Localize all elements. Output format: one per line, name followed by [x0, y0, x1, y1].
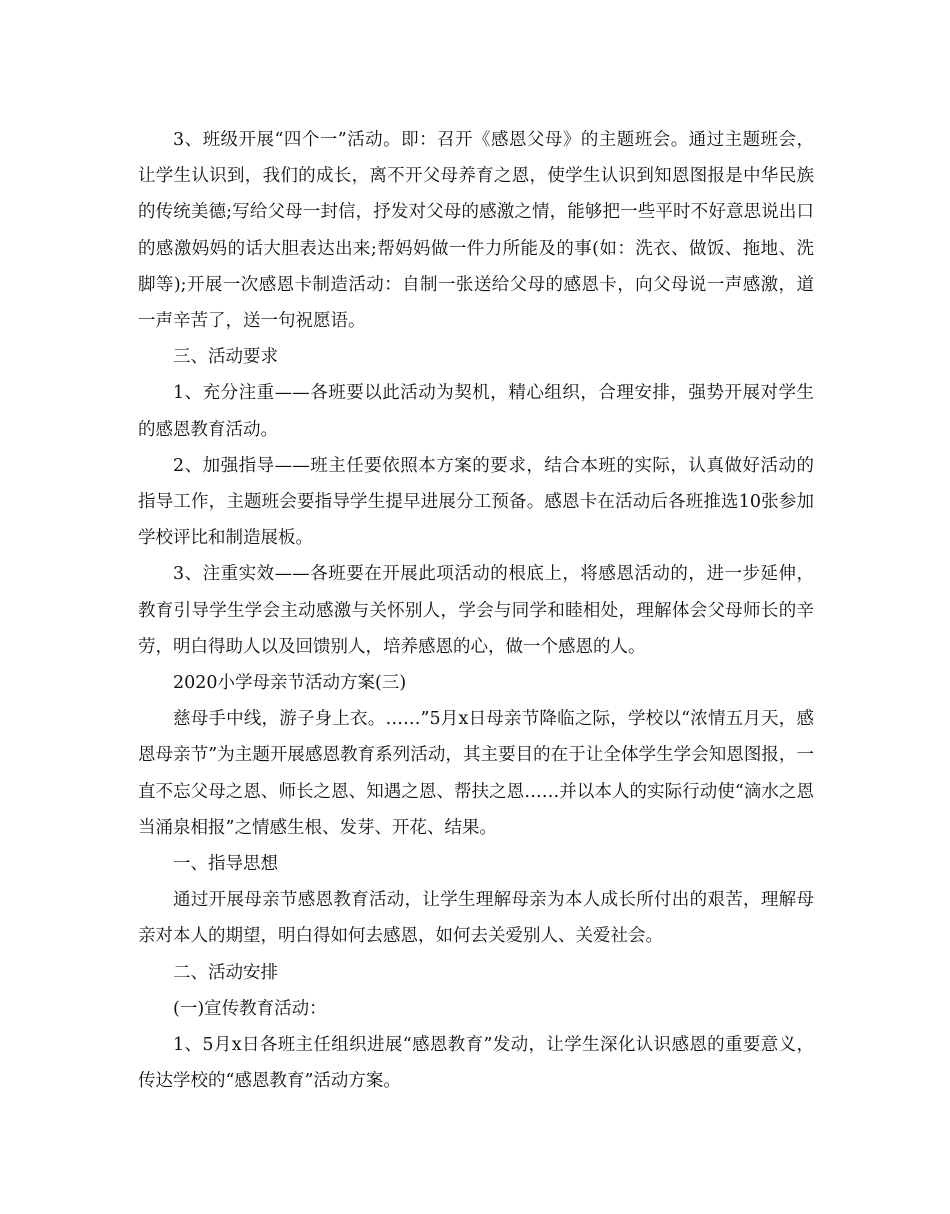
- paragraph-requirement-1: 1、充分注重——各班要以此活动为契机，精心组织，合理安排，强势开展对学生的感恩教育活动。: [138, 383, 814, 440]
- paragraph-arrangement-1: 1、5月x日各班主任组织进展“感恩教育”发动，让学生深化认识感恩的重要意义，传达学校的“感恩教育”活动方案。: [138, 1035, 814, 1092]
- document-body: [138, 122, 814, 1099]
- heading-activity-arrangement: 二、活动安排: [173, 962, 278, 983]
- paragraph-requirement-2: 2、加强指导——班主任要依照本方案的要求，结合本班的实际，认真做好活动的指导工作，主题班会要指导学生提早进展分工预备。感恩卡在活动后各班推选10张参加学校评比和制造展板。: [138, 455, 814, 549]
- paragraph-plan-intro: 慈母手中线，游子身上衣。……”5月x日母亲节降临之际，学校以“浓情五月天，感恩母亲节”为主题开展感恩教育系列活动，其主要目的在于让全体学生学会知恩图报，一直不忘父母之恩、师长之恩、知遇之恩、帮扶之恩……并以本人的实际行动使“滴水之恩当涌泉相报”之情感生根、发芽、开花、结果。: [138, 709, 814, 838]
- subheading-publicity-education: (一)宣传教育活动：: [173, 998, 327, 1019]
- section-title-plan-3: 2020小学母亲节活动方案(三): [173, 673, 407, 694]
- heading-activity-requirements: 三、活动要求: [173, 347, 278, 368]
- paragraph-requirement-3: 3、注重实效——各班要在开展此项活动的根底上，将感恩活动的，进一步延伸，教育引导学生学会主动感激与关怀别人，学会与同学和睦相处，理解体会父母师长的辛劳，明白得助人以及回馈别人，培养感恩的心，做一个感恩的人。: [138, 564, 814, 657]
- paragraph-class-activities: 3、班级开展“四个一”活动。即：召开《感恩父母》的主题班会。通过主题班会，让学生认识到，我们的成长，离不开父母养育之恩，使学生认识到知恩图报是中华民族的传统美德;写给父母一封信，抒发对父母的感激之情，能够把一些平时不好意思说出口的感激妈妈的话大胆表达出来;帮妈妈做一件力所能及的事(如：洗衣、做饭、拖地、洗脚等);开展一次感恩卡制造活动：自制一张送给父母的感恩卡，向父母说一声感激，道一声辛苦了，送一句祝愿语。: [138, 130, 814, 332]
- heading-guiding-thought: 一、指导思想: [173, 854, 278, 875]
- paragraph-guiding-thought: 通过开展母亲节感恩教育活动，让学生理解母亲为本人成长所付出的艰苦，理解母亲对本人的期望，明白得如何去感恩，如何去关爱别人、关爱社会。: [138, 890, 814, 947]
